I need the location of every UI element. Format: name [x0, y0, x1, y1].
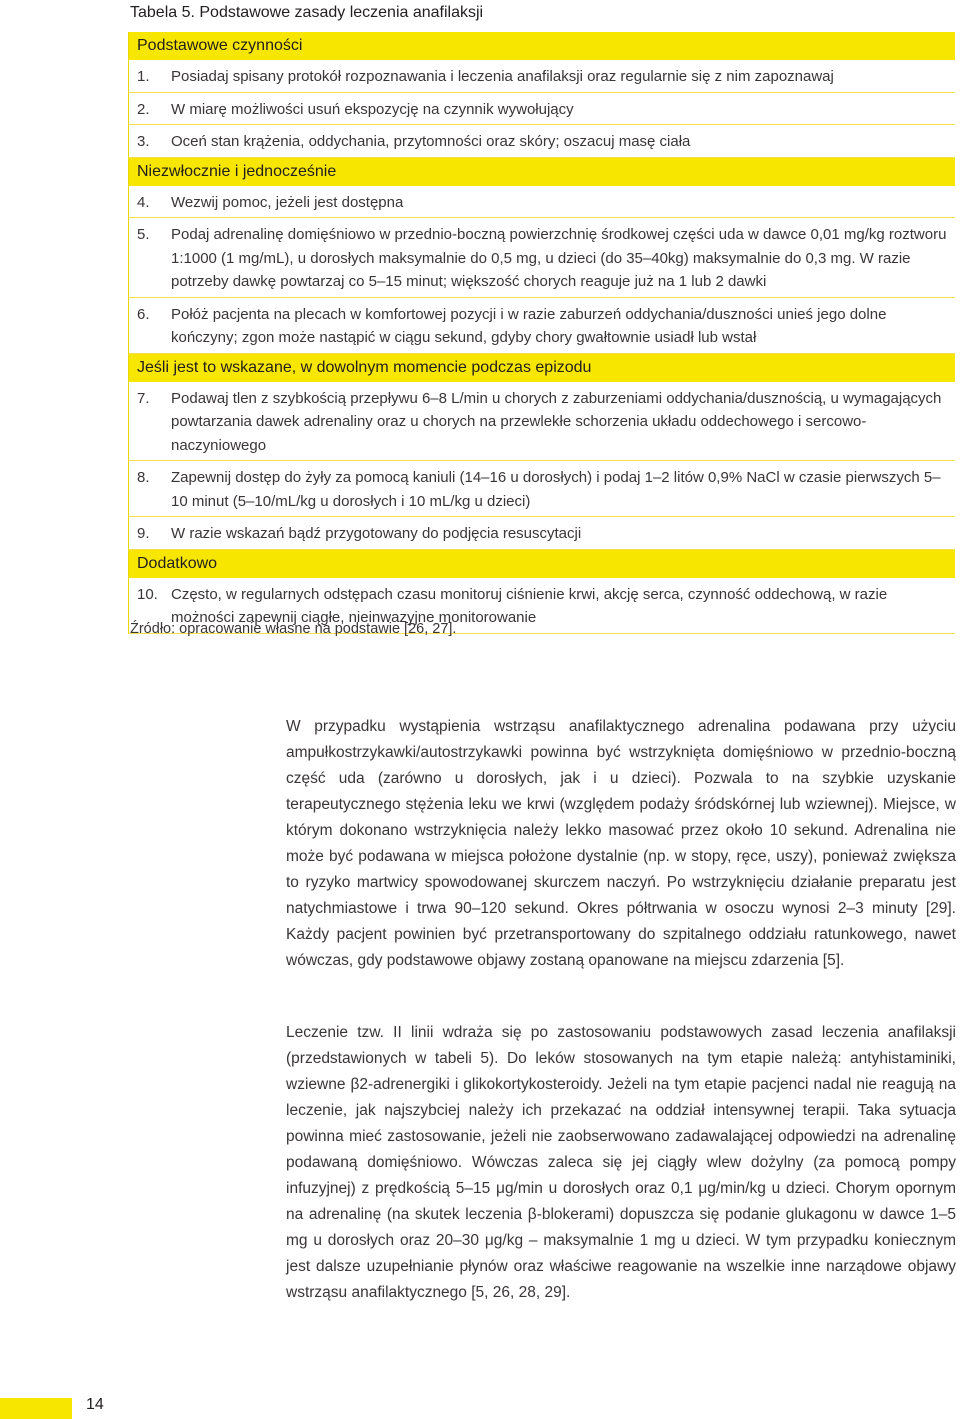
section-header: Niezwłocznie i jednocześnie — [129, 158, 955, 186]
item-number: 8. — [137, 469, 150, 486]
table-caption: Tabela 5. Podstawowe zasady leczenia anafilaksji — [130, 4, 484, 21]
treatment-table — [128, 32, 955, 634]
item-number: 7. — [137, 389, 150, 407]
table-row — [129, 461, 955, 517]
item-number: 10. — [137, 585, 158, 603]
item-text: W razie wskazań bądź przygotowany do podjęcia resuscytacji — [171, 525, 582, 542]
item-number: 6. — [137, 305, 150, 323]
table-row — [129, 93, 955, 126]
table-row — [129, 186, 955, 219]
table-row — [129, 218, 955, 298]
item-text: Wezwij pomoc, jeżeli jest dostępna — [171, 193, 404, 211]
section-header: Dodatkowo — [129, 550, 955, 578]
page-number: 14 — [86, 1396, 104, 1413]
item-text: Podaj adrenalinę domięśniowo w przednio-boczną powierzchnię środkowej części uda w dawce 0,01 mg/kg roztworu 1:1000 (1 mg/mL), u dorosłych maksymalnie do 0,5 mg, u dzieci (do 35–40kg) maksymalnie do 0,3 mg. W razie potrzeby dawkę powtarzaj co 5–15 minut; większość chorych reaguje już na 1 lub 2 dawki — [171, 226, 947, 290]
item-text: W miarę możliwości usuń ekspozycję na czynnik wywołujący — [171, 100, 574, 118]
section-header: Jeśli jest to wskazane, w dowolnym momencie podczas epizodu — [129, 354, 955, 382]
section-header: Podstawowe czynności — [129, 32, 955, 60]
table-row — [129, 382, 955, 462]
item-text: Zapewnij dostęp do żyły za pomocą kaniuli (14–16 u dorosłych) i podaj 1–2 litów 0,9% NaCl w czasie pierwszych 5–10 minut (5–10/mL/kg u dorosłych i 10 mL/kg u dzieci) — [171, 469, 941, 510]
item-text: Często, w regularnych odstępach czasu monitoruj ciśnienie krwi, akcję serca, czynność oddechową, w razie możności zapewnij ciągłe, nieinwazyjne monitorowanie — [171, 585, 888, 626]
item-number: 1. — [137, 68, 150, 85]
table-row — [129, 60, 955, 93]
footer-accent-bar — [0, 1398, 72, 1419]
item-text: Połóż pacjenta na plecach w komfortowej pozycji i w razie zaburzeń oddychania/duszności unieś jego dolne kończyny; zgon może nastąpić w ciągu sekund, gdyby chory gwałtownie usiadł lub wstał — [171, 305, 887, 346]
item-number: 5. — [137, 226, 150, 243]
body-paragraph: W przypadku wystąpienia wstrząsu anafilaktycznego adrenalina podawana przy użyciu ampułkostrzykawki/autostrzykawki powinna być wstrzyknięta domięśniowo w przednio-boczną część uda (zarówno u dorosłych, jak i u dzieci). Pozwala to na szybkie uzyskanie terapeutycznego stężenia leku we krwi (względem podaży śródskórnej lub wziewnej). Miejsce, w którym dokonano wstrzyknięcia należy lekko masować przez około 10 sekund. Adrenalina nie może być podawana w miejsca położone dystalnie (np. w stopy, ręce, uszy), ponieważ zwiększa to ryzyko martwicy spowodowanej skurczem naczyń. Po wstrzyknięciu działanie preparatu jest natychmiastowe i trwa 90–120 sekund. Okres półtrwania w osoczu wynosi 2–3 minuty [29]. Każdy pacjent powinien być przetransportowany do szpitalnego oddziału ratunkowego, nawet wówczas, gdy podstawowe objawy zostaną opanowane na miejscu zdarzenia [5]. — [286, 718, 956, 969]
item-text: Oceń stan krążenia, oddychania, przytomności oraz skóry; oszacuj masę ciała — [171, 133, 691, 150]
item-number: 2. — [137, 100, 150, 118]
table-row — [129, 298, 955, 354]
body-paragraph: Leczenie tzw. II linii wdraża się po zastosowaniu podstawowych zasad leczenia anafilaksji (przedstawionych w tabeli 5). Do leków stosowanych na tym etapie należą: antyhistaminiki, wziewne β2-adrenergiki i glikokortykosteroidy. Jeżeli na tym etapie pacjenci nadal nie reagują na leczenie, jak najszybciej należy ich przekazać na oddział intensywnej terapii. Taka sytuacja powinna mieć zastosowanie, jeżeli nie zaobserwowano zadawalającej odpowiedzi na adrenalinę podawaną domięśniowo. Wówczas zaleca się jej ciągły wlew dożylny (za pomocą pompy infuzyjnej) z prędkością 5–15 μg/min u dorosłych oraz 0,1 μg/min/kg u dzieci. Chorym opornym na adrenalinę (na skutek leczenia β-blokerami) dopuszcza się podanie glukagonu w dawce 1–5 mg u dorosłych oraz 20–30 μg/kg – maksymalnie 1 mg u dzieci. W tym przypadku koniecznym jest dalsze uzupełnianie płynów oraz właściwe reagowanie na wszelkie inne narządowe objawy wstrząsu anafilaktycznego [5, 26, 28, 29]. — [286, 1024, 956, 1301]
table-row — [129, 125, 955, 158]
item-text: Posiadaj spisany protokół rozpoznawania i leczenia anafilaksji oraz regularnie się z nim zapoznawaj — [171, 68, 834, 85]
table-row — [129, 517, 955, 550]
item-number: 3. — [137, 133, 150, 150]
item-number: 9. — [137, 525, 150, 542]
item-number: 4. — [137, 193, 150, 211]
item-text: Podawaj tlen z szybkością przepływu 6–8 L/min u chorych z zaburzeniami oddychania/dusznością, u wymagających powtarzania dawek adrenaliny oraz u chorych na przewlekłe schorzenia układu oddechowego i sercowo-naczyniowego — [171, 389, 942, 454]
table-source-note: Źródło: opracowanie własne na podstawie [26, 27]. — [130, 621, 457, 637]
